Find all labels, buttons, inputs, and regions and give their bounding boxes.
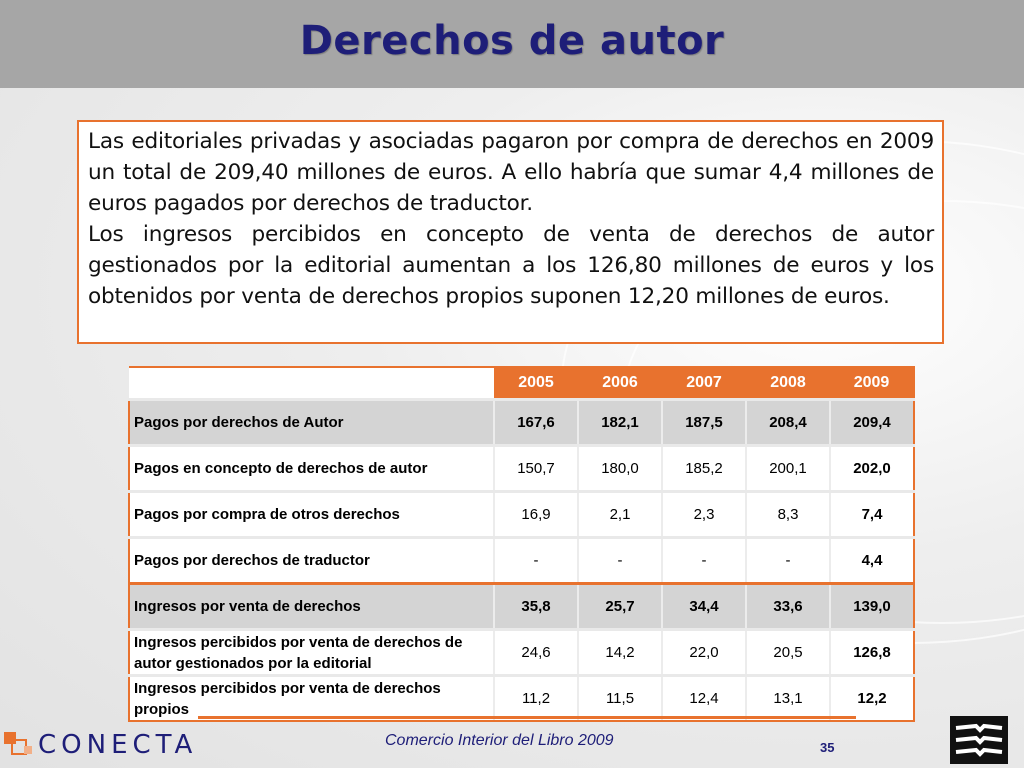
table-cell: 11,5 <box>578 676 662 722</box>
row-label: Ingresos percibidos por venta de derechos de autor gestionados por la editorial <box>129 630 494 676</box>
table-cell: 11,2 <box>494 676 578 722</box>
row-label: Ingresos percibidos por venta de derechos propios <box>129 676 494 722</box>
table-cell: - <box>494 538 578 584</box>
table-header-row <box>129 367 914 400</box>
table-row <box>129 584 914 630</box>
conecta-logo <box>4 728 197 762</box>
table-cell: 20,5 <box>746 630 830 676</box>
table-row <box>129 492 914 538</box>
summary-textbox <box>77 120 944 344</box>
table-cell: - <box>578 538 662 584</box>
table-row <box>129 630 914 676</box>
rights-table <box>128 366 915 722</box>
table-cell: 8,3 <box>746 492 830 538</box>
table-cell: 7,4 <box>830 492 914 538</box>
table-cell: 185,2 <box>662 446 746 492</box>
table-header-year: 2006 <box>578 367 662 400</box>
page-title: Derechos de autor <box>299 18 725 64</box>
table-cell: 202,0 <box>830 446 914 492</box>
row-label: Ingresos por venta de derechos <box>129 584 494 630</box>
paragraph-income: Los ingresos percibidos en concepto de venta de derechos de autor gestionados por la editorial aumentan a los 126,80 millones de euros y los obtenidos por venta de derechos propios suponen 12,20 millones de euros. <box>88 222 934 309</box>
table-cell: - <box>746 538 830 584</box>
table-cell: 16,9 <box>494 492 578 538</box>
table-cell: 187,5 <box>662 400 746 446</box>
row-label: Pagos por derechos de Autor <box>129 400 494 446</box>
row-label: Pagos por compra de otros derechos <box>129 492 494 538</box>
footer-divider <box>198 716 856 719</box>
table-header-blank <box>129 367 494 400</box>
logo-wordmark: CONECTA <box>38 730 198 760</box>
footer-caption: Comercio Interior del Libro 2009 <box>385 732 614 749</box>
table-cell: 208,4 <box>746 400 830 446</box>
table-cell: 35,8 <box>494 584 578 630</box>
table-row <box>129 446 914 492</box>
table-cell: - <box>662 538 746 584</box>
table-cell: 12,2 <box>830 676 914 722</box>
table-row <box>129 538 914 584</box>
table-cell: 2,1 <box>578 492 662 538</box>
table-cell: 34,4 <box>662 584 746 630</box>
table-cell: 22,0 <box>662 630 746 676</box>
table-cell: 139,0 <box>830 584 914 630</box>
table-cell: 25,7 <box>578 584 662 630</box>
page-number: 35 <box>820 740 835 755</box>
table-cell: 33,6 <box>746 584 830 630</box>
table-cell: 24,6 <box>494 630 578 676</box>
table-row <box>129 676 914 722</box>
table-cell: 13,1 <box>746 676 830 722</box>
table-cell: 180,0 <box>578 446 662 492</box>
row-label: Pagos en concepto de derechos de autor <box>129 446 494 492</box>
table-row <box>129 400 914 446</box>
table-cell: 200,1 <box>746 446 830 492</box>
table-cell: 182,1 <box>578 400 662 446</box>
row-label: Pagos por derechos de traductor <box>129 538 494 584</box>
table-cell: 2,3 <box>662 492 746 538</box>
table-header-year: 2009 <box>830 367 914 400</box>
table-cell: 4,4 <box>830 538 914 584</box>
table-cell: 209,4 <box>830 400 914 446</box>
title-bar <box>0 0 1024 88</box>
table-cell: 14,2 <box>578 630 662 676</box>
table-cell: 12,4 <box>662 676 746 722</box>
table-header-year: 2005 <box>494 367 578 400</box>
table-cell: 150,7 <box>494 446 578 492</box>
paragraph-payments: Las editoriales privadas y asociadas pagaron por compra de derechos en 2009 un total de 209,40 millones de euros. A ello habría que sumar 4,4 millones de euros pagados por derechos de traductor. <box>88 129 934 216</box>
publisher-book-icon <box>950 716 1008 764</box>
conecta-squares-icon <box>4 730 34 760</box>
table-header-year: 2007 <box>662 367 746 400</box>
table-cell: 126,8 <box>830 630 914 676</box>
table-cell: 167,6 <box>494 400 578 446</box>
table-header-year: 2008 <box>746 367 830 400</box>
